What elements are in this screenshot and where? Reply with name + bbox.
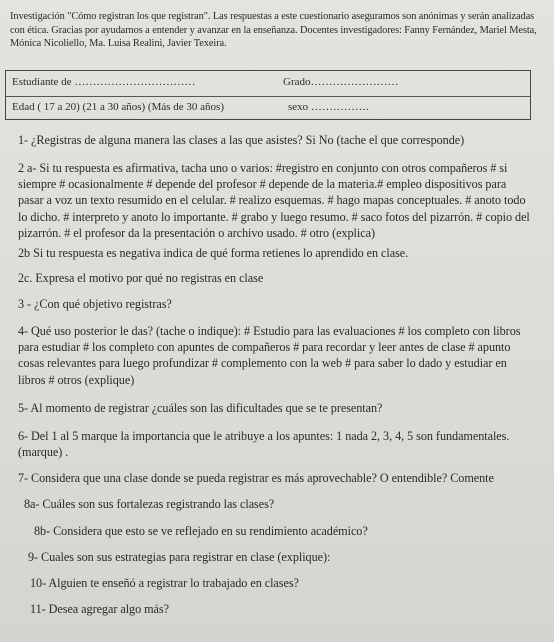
grade-field[interactable]: Grado…………………… (283, 76, 399, 88)
question-2b: 2b Si tu respuesta es negativa indica de qué forma retienes lo aprendido en clase. (18, 246, 409, 260)
intro-line: con ética. Gracias por ayudarnos a entender y avanzar en la enseñanza. Docentes investigadores: Fanny Fernández, Mariel Mesta, (10, 24, 537, 36)
question-10: 10- Alguien te enseñó a registrar lo trabajado en clases? (30, 576, 299, 590)
question-6 (18, 428, 538, 460)
question-line: pasar a voz un texto resumido en el celular. # realizo esquemas. # hago mapas conceptuales. # anoto todo (18, 193, 526, 208)
question-line: lo dicho. # interpreto y anoto lo importante. # grabo y luego resumo. # saco fotos del pizarrón. # copio del (18, 209, 530, 224)
intro-line: Mónica Nicoliello, Ma. Luisa Realini, Javier Texeira. (10, 38, 227, 50)
question-line: cosas relevantes para luego profundizar # complemento con la web # para saber lo dado y estudiar en (18, 356, 507, 371)
student-info-row (6, 71, 530, 97)
question-1: 1- ¿Registras de alguna manera las clases a las que asistes? Si No (tache el que corresponde) (18, 133, 465, 147)
question-8a: 8a- Cuáles son sus fortalezas registrando las clases? (24, 497, 275, 511)
sex-field[interactable]: sexo ……………. (288, 101, 369, 113)
question-2a (18, 160, 538, 241)
question-2c: 2c. Expresa el motivo por qué no registras en clase (18, 271, 264, 285)
question-4 (18, 323, 538, 388)
question-line: siempre # ocasionalmente # depende del profesor # depende de la materia.# empleo dispositivos para (18, 177, 507, 192)
question-3: 3 - ¿Con qué objetivo registras? (18, 297, 172, 311)
intro-line: Investigación "Cómo registran los que registran". Las respuestas a este cuestionario aseguramos son anónimas y serán analizadas (10, 11, 535, 22)
question-line: libros # otros (explique) (18, 372, 135, 387)
question-9: 9- Cuales son sus estrategias para registrar en clase (explique): (28, 550, 331, 564)
question-line: (marque) . (18, 445, 69, 460)
question-line: 6- Del 1 al 5 marque la importancia que le atribuye a los apuntes: 1 nada 2, 3, 4, 5 son fundamentales. (18, 429, 510, 443)
question-5: 5- Al momento de registrar ¿cuáles son las dificultades que se te presentan? (18, 401, 383, 415)
question-line: 2 a- Si tu respuesta es afirmativa, tacha uno o varios: #registro en conjunto con otros compañeros # si (18, 161, 508, 175)
question-11: 11- Desea agregar algo más? (30, 602, 169, 616)
intro-paragraph (10, 10, 546, 51)
question-line: 4- Qué uso posterior le das? (tache o indique): # Estudio para las evaluaciones # los completo con libros (18, 324, 521, 338)
student-info-row (6, 96, 530, 121)
student-info-box (5, 70, 531, 120)
question-line: pizarrón. # el profesor da la presentación o archivo usado. # otro (explica) (18, 225, 375, 240)
question-8b: 8b- Considera que esto se ve reflejado en su rendimiento académico? (34, 524, 368, 538)
question-7: 7- Considera que una clase donde se pueda registrar es más aprovechable? O entendible? Comente (18, 471, 494, 485)
age-field[interactable]: Edad ( 17 a 20) (21 a 30 años) (Más de 30 años) (12, 101, 224, 113)
student-field[interactable]: Estudiante de …………………………… (12, 76, 196, 88)
question-line: para estudiar # los completo con apuntes de compañeros # para recordar y leer antes de clase # apunto (18, 340, 511, 355)
